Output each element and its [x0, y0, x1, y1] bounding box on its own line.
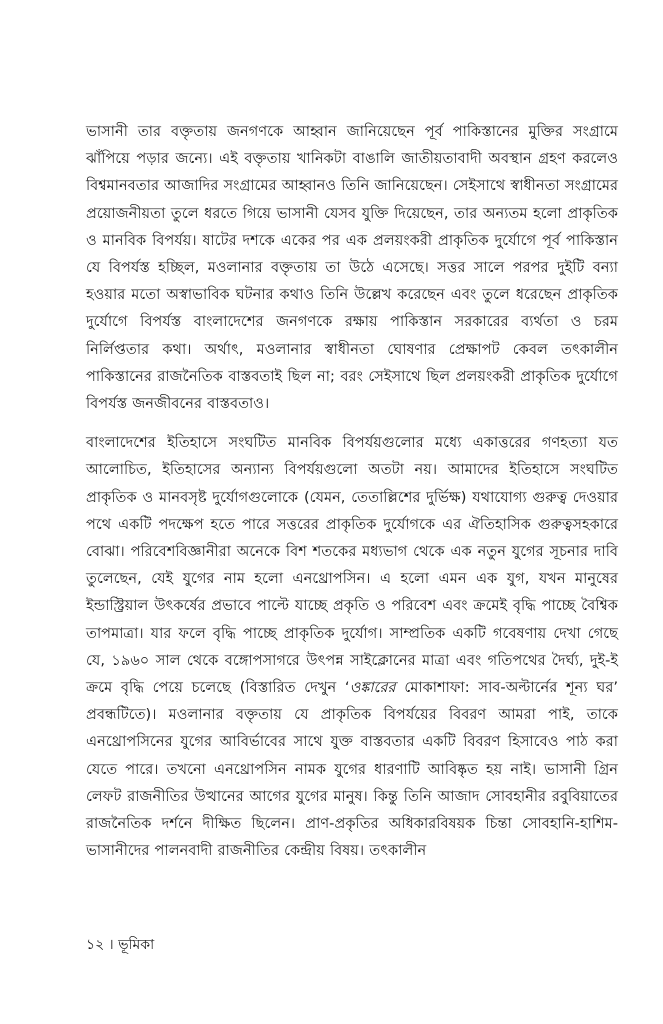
page-footer: ১২ । ভূমিকা: [86, 937, 155, 953]
paragraph-2: [86, 429, 618, 864]
paragraph-2-text-before: বাংলাদেশের ইতিহাসে সংঘটিত মানবিক বিপর্যয়গুলোর মধ্যে একাত্তরের গণহত্যা যত আলোচিত, ইতিহাসের অন্যান্য বিপর্যয়গুলো অতটা নয়। আমাদের ইতিহাসে সংঘটিত প্রাকৃতিক ও মানবসৃষ্ট দুর্যোগগুলোকে (যেমন, তেতাল্লিশের দুর্ভিক্ষ) যথাযোগ্য গুরুত্ব দেওয়ার পথে একটি পদক্ষেপ হতে পারে সত্তরের প্রাকৃতিক দুর্যোগকে এর ঐতিহাসিক গুরুত্বসহকারে বোঝা। পরিবেশবিজ্ঞানীরা অনেকে বিশ শতকের মধ্যভাগ থেকে এক নতুন যুগের সূচনার দাবি তুলেছেন, যেই যুগের নাম হলো এনথ্রোপসিন। এ হলো এমন এক যুগ, যখন মানুষের ইন্ডাস্ট্রিয়াল উৎকর্ষের প্রভাবে পাল্টে যাচ্ছে প্রকৃতি ও পরিবেশ এবং ক্রমেই বৃদ্ধি পাচ্ছে বৈশ্বিক তাপমাত্রা। যার ফলে বৃদ্ধি পাচ্ছে প্রাকৃতিক দুর্যোগ। সাম্প্রতিক একটি গবেষণায় দেখা গেছে যে, ১৯৬০ সাল থেকে বঙ্গোপসাগরে উৎপন্ন সাইক্লোনের মাত্রা এবং গতিপথের দৈর্ঘ্য, দুই-ই ক্রমে বৃদ্ধি পেয়ে চলেছে (বিস্তারিত দেখুন ‘: [86, 434, 618, 697]
body-text: [86, 118, 618, 864]
paragraph-2-text-after: মোকাশাফা: সাব-অল্টার্নের শূন্য ঘর’ প্রবন্ধটিতে)। মওলানার বক্তৃতায় যে প্রাকৃতিক বিপর্যয়ের বিবরণ আমরা পাই, তাকে এনথ্রোপসিনের যুগের আবির্ভাবের সাথে যুক্ত বাস্তবতার একটি বিবরণ হিসাবেও পাঠ করা যেতে পারে। তখনো এনথ্রোপসিন নামক যুগের ধারণাটি আবিষ্কৃত হয় নাই। ভাসানী গ্রিন লেফট রাজনীতির উত্থানের আগের যুগের মানুষ। কিন্তু তিনি আজাদ সোবহানীর রবুবিয়াতের রাজনৈতিক দর্শনে দীক্ষিত ছিলেন। প্রাণ-প্রকৃতির অধিকারবিষয়ক চিন্তা সোবহানি-হাশিম-ভাসানীদের পালনবাদী রাজনীতির কেন্দ্রীয় বিষয়। তৎকালীন: [86, 679, 618, 860]
paragraph-2-italic-title: ওঙ্কারের: [349, 679, 396, 697]
paragraph-1: ভাসানী তার বক্তৃতায় জনগণকে আহ্বান জানিয়েছেন পূর্ব পাকিস্তানের মুক্তির সংগ্রামে ঝাঁপিয়ে পড়ার জন্যে। এই বক্তৃতায় খানিকটা বাঙালি জাতীয়তাবাদী অবস্থান গ্রহণ করলেও বিশ্বমানবতার আজাদির সংগ্রামের আহ্বানও তিনি জানিয়েছেন। সেইসাথে স্বাধীনতা সংগ্রামের প্রয়োজনীয়তা তুলে ধরতে গিয়ে ভাসানী যেসব যুক্তি দিয়েছেন, তার অন্যতম হলো প্রাকৃতিক ও মানবিক বিপর্যয়। ষাটের দশকে একের পর এক প্রলয়ংকরী প্রাকৃতিক দুর্যোগে পূর্ব পাকিস্তান যে বিপর্যস্ত হচ্ছিল, মওলানার বক্তৃতায় তা উঠে এসেছে। সত্তর সালে পরপর দুইটি বন্যা হওয়ার মতো অস্বাভাবিক ঘটনার কথাও তিনি উল্লেখ করেছেন এবং তুলে ধরেছেন প্রাকৃতিক দুর্যোগে বিপর্যস্ত বাংলাদেশের জনগণকে রক্ষায় পাকিস্তান সরকারের ব্যর্থতা ও চরম নির্লিপ্ততার কথা। অর্থাৎ, মওলানার স্বাধীনতা ঘোষণার প্রেক্ষাপট কেবল তৎকালীন পাকিস্তানের রাজনৈতিক বাস্তবতাই ছিল না; বরং সেইসাথে ছিল প্রলয়ংকরী প্রাকৃতিক দুর্যোগে বিপর্যস্ত জনজীবনের বাস্তবতাও।: [86, 123, 618, 413]
